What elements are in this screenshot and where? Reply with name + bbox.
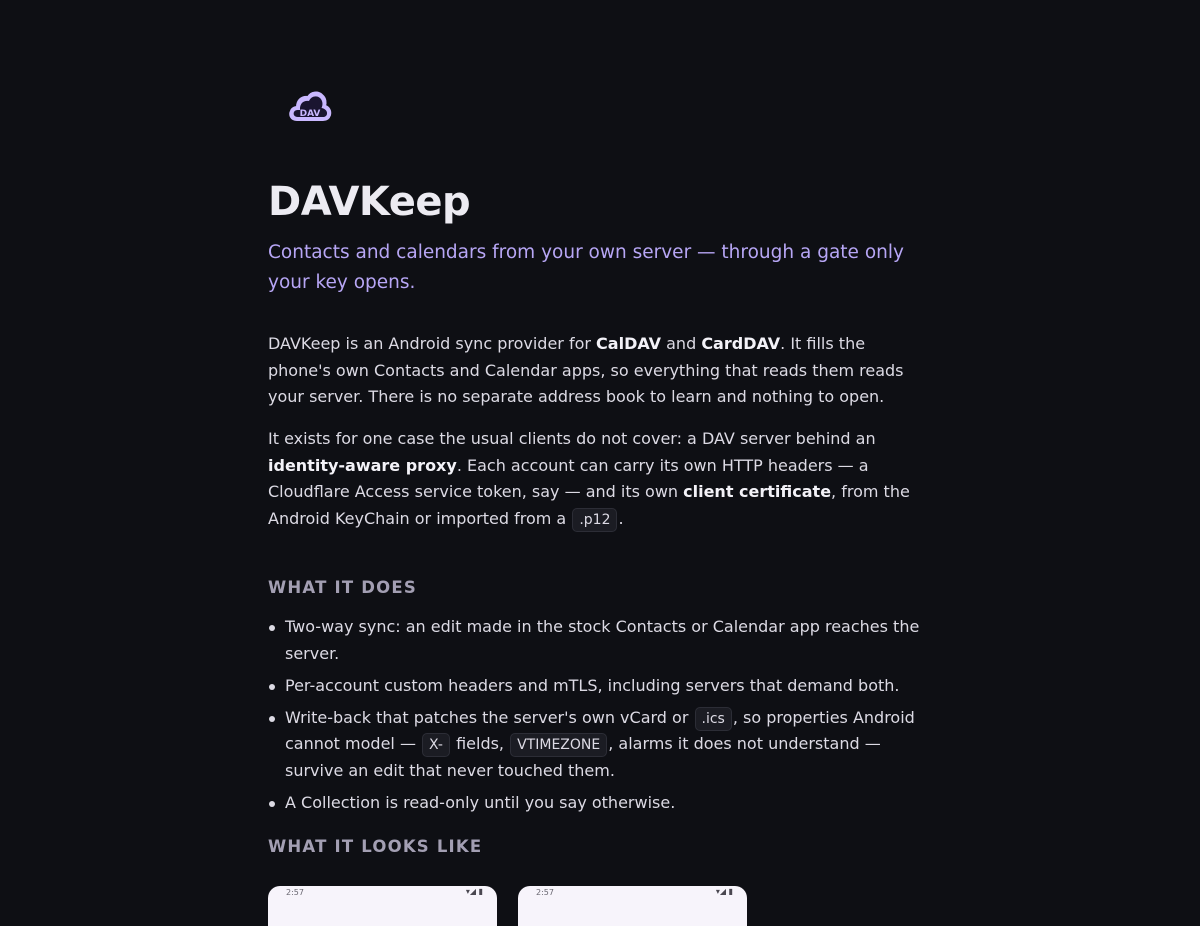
x-fields-code: X- <box>422 733 450 757</box>
feature-text: A Collection is read-only until you say otherwise. <box>285 792 676 812</box>
feature-item-two-way-sync <box>268 614 932 667</box>
carddav-keyword: CardDAV <box>701 334 781 353</box>
intro-text: . It fills the phone's own Contacts and Calendar apps, so everything that reads them reads your server. There is no separate address book to learn and nothing to open. <box>268 334 904 407</box>
intro-text: . Each account can carry its own HTTP headers — a Cloudflare Access service token, say — and its own <box>268 455 869 502</box>
feature-text: fields, <box>450 734 510 754</box>
screenshot-thumbnail[interactable] <box>518 886 747 926</box>
tagline: Contacts and calendars from your own server — through a gate only your key opens. <box>268 242 904 293</box>
vtimezone-code: VTIMEZONE <box>510 733 607 757</box>
feature-item-read-only <box>268 790 932 817</box>
intro-text: . <box>618 508 624 528</box>
status-time: 2:57 <box>536 888 554 897</box>
status-time: 2:57 <box>286 888 304 897</box>
intro-text: , from the Android KeyChain or imported from a <box>268 482 910 528</box>
client-certificate-keyword: client certificate <box>683 482 832 502</box>
intro-text: It exists for one case the usual clients do not cover: a DAV server behind an <box>268 429 876 448</box>
intro-text: and <box>661 334 702 353</box>
logo-text: DAV <box>299 109 321 119</box>
feature-list <box>268 614 932 822</box>
cloud-dav-icon <box>288 86 332 126</box>
feature-text: Per-account custom headers and mTLS, including servers that demand both. <box>285 675 900 695</box>
feature-item-headers-mtls <box>268 673 932 700</box>
status-icons: ▾◢ ▮ <box>715 887 733 896</box>
what-it-looks-like-heading: WHAT IT LOOKS LIKE <box>268 837 483 856</box>
screenshot-thumbnail[interactable] <box>268 886 497 926</box>
feature-text: Write-back that patches the server's own vCard or <box>285 707 694 727</box>
feature-item-write-back <box>268 705 932 785</box>
page-title: DAVKeep <box>268 179 471 225</box>
status-icons: ▾◢ ▮ <box>465 887 483 896</box>
intro-paragraph-1 <box>268 331 932 411</box>
intro-paragraph-2 <box>268 426 932 532</box>
what-it-does-heading: WHAT IT DOES <box>268 578 417 597</box>
feature-text: , alarms it does not understand — survive an edit that never touched them. <box>285 734 881 780</box>
caldav-keyword: CalDAV <box>596 334 662 353</box>
ics-code: .ics <box>695 707 732 731</box>
intro-text: DAVKeep is an Android sync provider for <box>268 334 597 353</box>
feature-text: , so properties Android cannot model — <box>285 707 915 754</box>
identity-proxy-keyword: identity-aware proxy <box>268 455 457 475</box>
p12-code: .p12 <box>572 508 617 532</box>
feature-text: Two-way sync: an edit made in the stock Contacts or Calendar app reaches the server. <box>285 617 920 663</box>
